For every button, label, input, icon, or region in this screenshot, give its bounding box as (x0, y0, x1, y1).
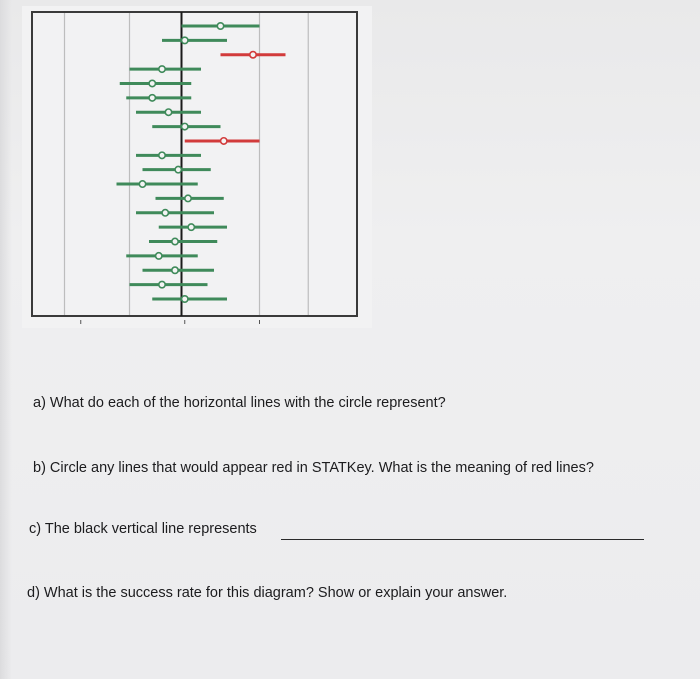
question-d: d) What is the success rate for this diagram? Show or explain your answer. (27, 585, 508, 601)
interval-center-point (182, 123, 188, 129)
interval-center-point (159, 152, 165, 158)
interval-center-point (159, 66, 165, 72)
interval-center-point (149, 80, 155, 86)
answer-blank-c[interactable] (281, 539, 644, 540)
confidence-interval-diagram (0, 0, 700, 330)
interval-center-point (139, 181, 145, 187)
interval-center-point (156, 253, 162, 259)
question-c: c) The black vertical line represents (29, 521, 257, 537)
interval-center-point (188, 224, 194, 230)
interval-center-point (162, 210, 168, 216)
interval-center-point (159, 281, 165, 287)
interval-center-point (182, 37, 188, 43)
interval-center-point (172, 238, 178, 244)
interval-center-point (165, 109, 171, 115)
question-b: b) Circle any lines that would appear red in STATKey. What is the meaning of red lines? (33, 460, 594, 476)
interval-center-point (182, 296, 188, 302)
interval-center-point (149, 95, 155, 101)
question-a: a) What do each of the horizontal lines with the circle represent? (33, 395, 446, 411)
interval-center-point (217, 23, 223, 29)
interval-center-point (172, 267, 178, 273)
interval-center-point (221, 138, 227, 144)
diagram-background (22, 6, 372, 328)
interval-center-point (250, 52, 256, 58)
interval-center-point (175, 166, 181, 172)
interval-center-point (185, 195, 191, 201)
